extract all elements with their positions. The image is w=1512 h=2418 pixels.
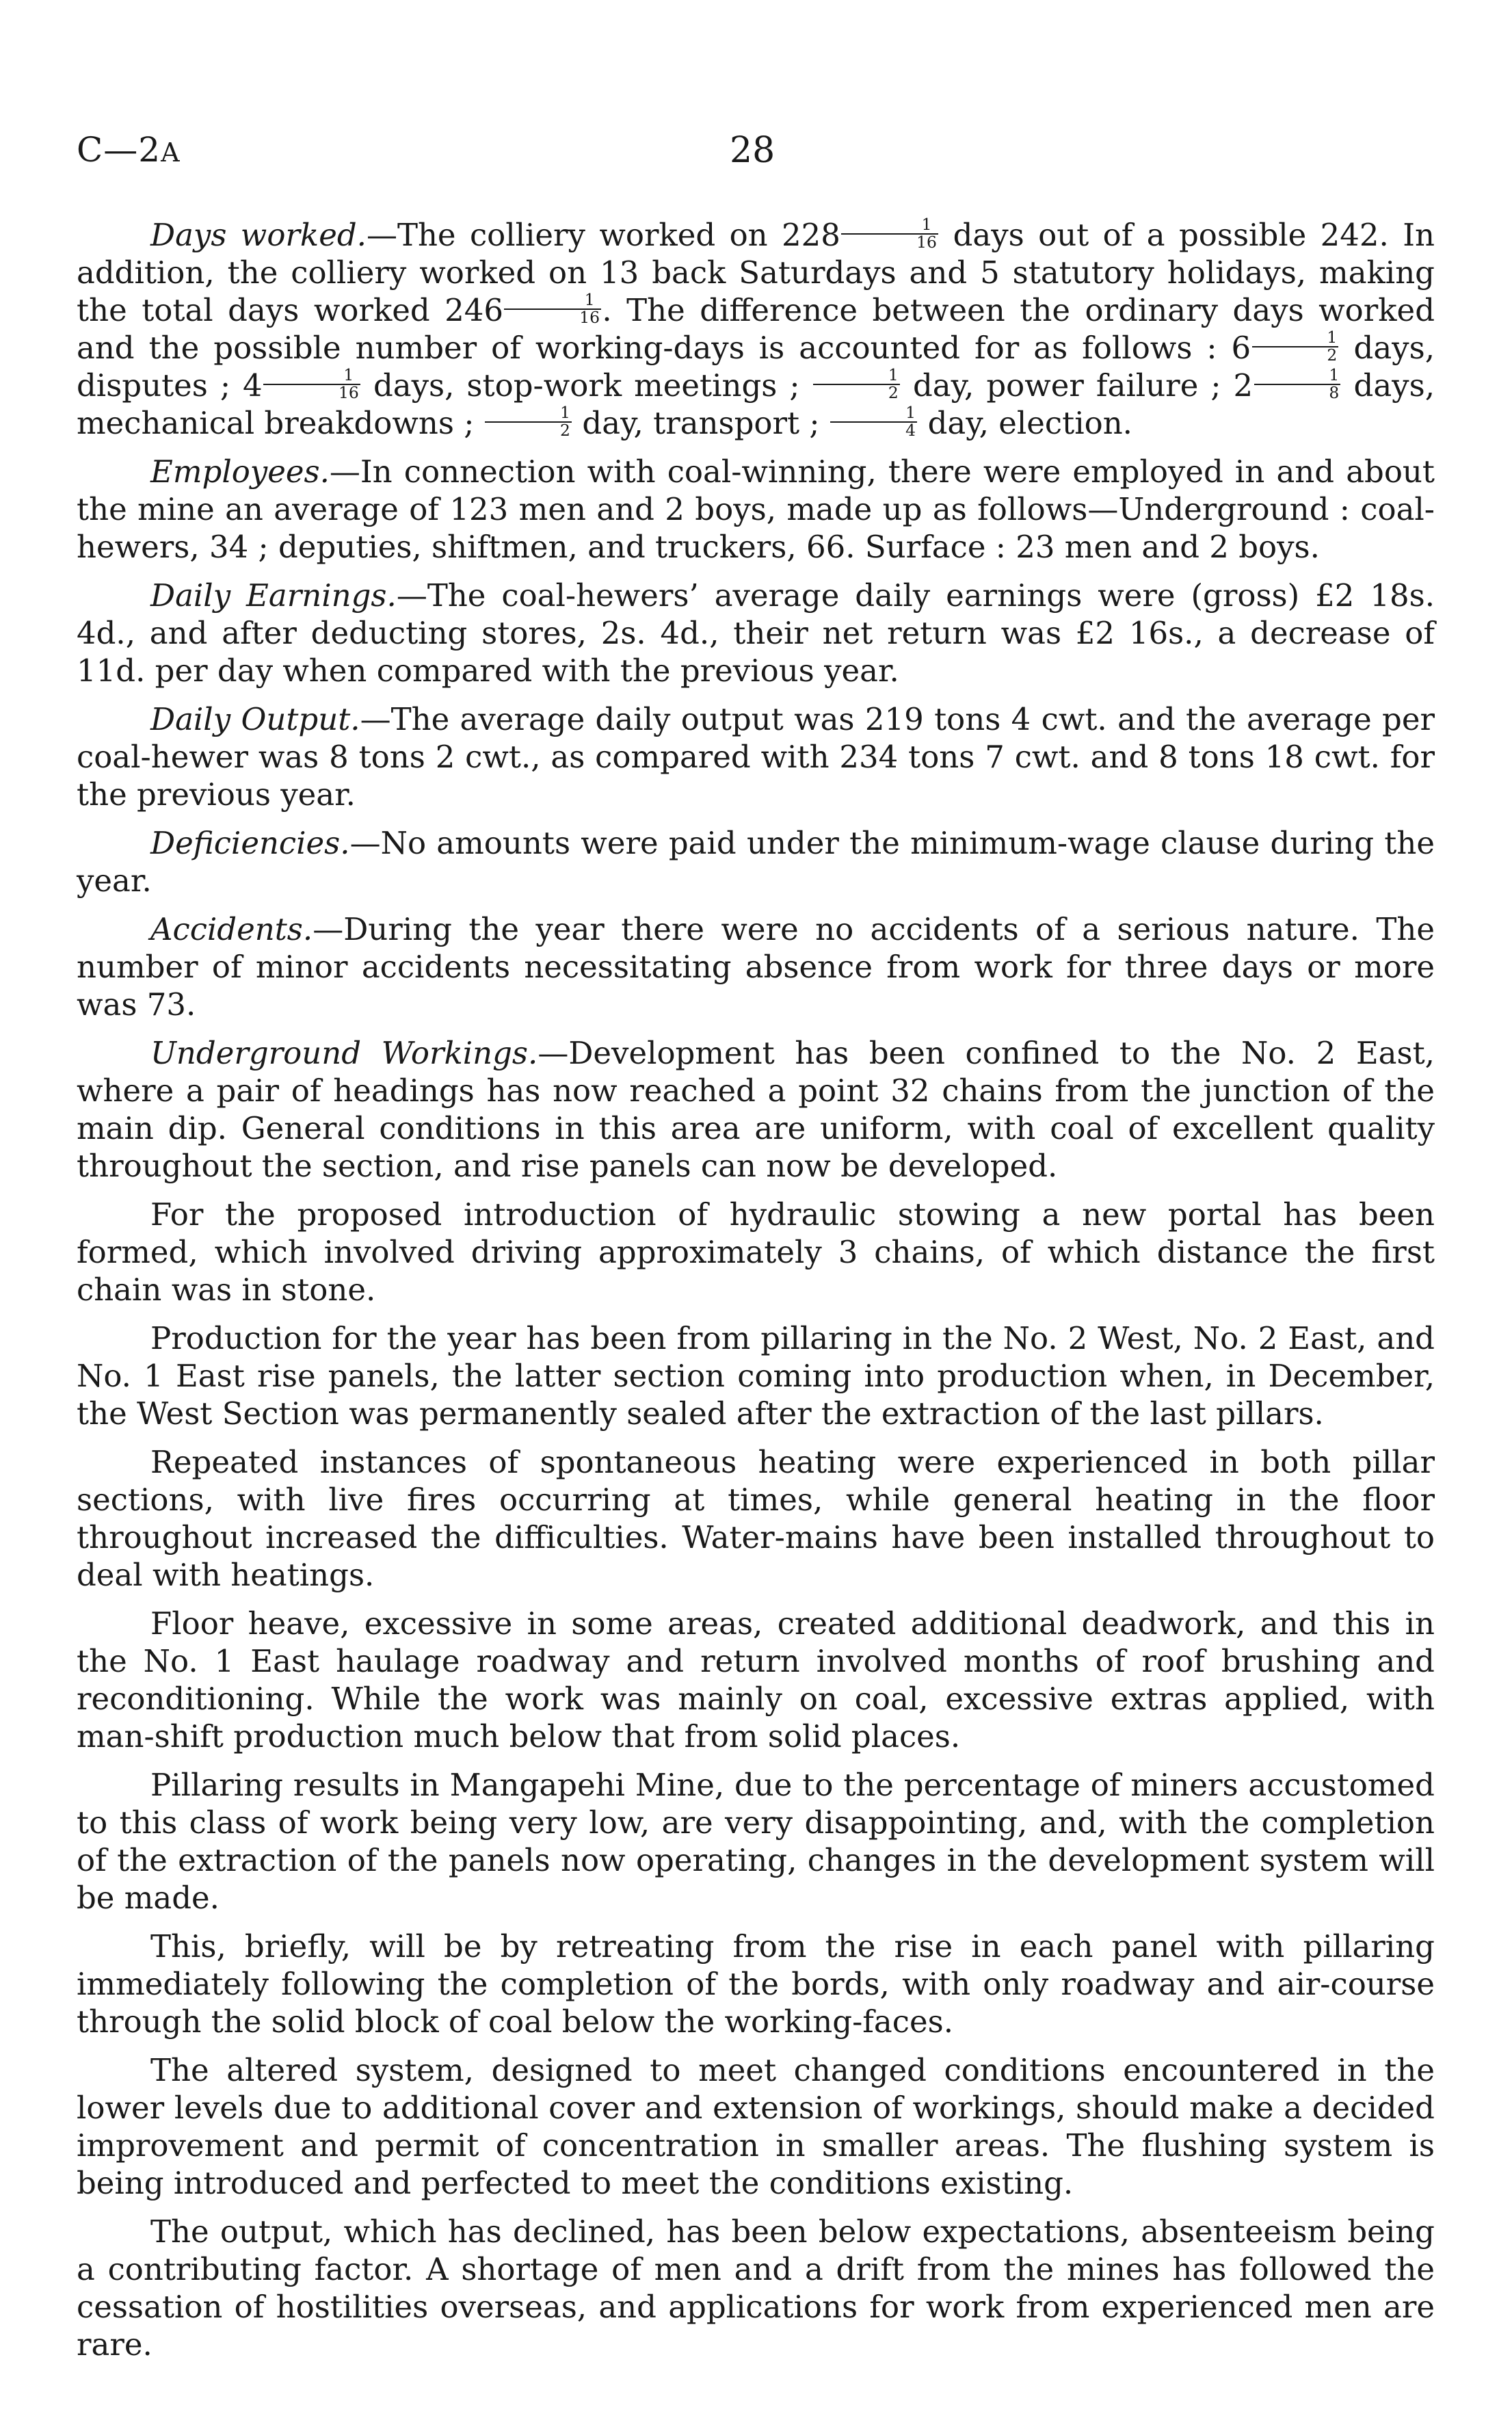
paragraph-text: day, transport ;	[572, 405, 830, 441]
paragraph-text: days out of a possible 242. In addition, the colliery worked on 13 back Saturdays and 5 statutory holidays, making the total days worked 246	[77, 217, 1435, 328]
paragraph-text: The output, which has declined, has been below expectations, absenteeism being a contributing factor. A shortage of men and a drift from the mines has followed the cessation of hostilities overseas, and applications for work from experienced men are rare.	[77, 2213, 1435, 2363]
paragraph-text: —No amounts were paid under the minimum-wage clause during the year.	[77, 825, 1435, 899]
fraction-denominator: 16	[338, 382, 359, 402]
paragraph-text: Pillaring results in Mangapehi Mine, due to the percentage of miners accustomed to this class of work being very low, are very disappointing, and, with the completion of the extraction of the panels now operating, changes in the development system will be made.	[77, 1767, 1435, 1916]
fraction-numerator: 1	[263, 367, 360, 384]
fraction	[504, 292, 600, 326]
paragraph-text: This, briefly, will be by retreating from the rise in each panel with pillaring immediately following the completion of the bords, with only roadway and air-course through the solid block of coal below the working-faces.	[77, 1928, 1435, 2040]
fraction-denominator: 2	[1327, 345, 1338, 365]
paragraph-text: Floor heave, excessive in some areas, created additional deadwork, and this in the No. 1 East haulage roadway and return involved months of roof brushing and reconditioning. While the work was mainly on coal, excessive extras applied, with man-shift production much below that from solid places.	[77, 1605, 1435, 1755]
fraction-numerator: 1	[830, 405, 917, 422]
paragraph-text: days, stop-work meetings ;	[360, 367, 812, 404]
paragraph	[77, 1605, 1435, 1755]
paragraph-text: —The colliery worked on 228	[366, 217, 840, 253]
paragraph-text: For the proposed introduction of hydraulic stowing a new portal has been formed, which involved driving approximately 3 chains, of which distance the first chain was in stone.	[77, 1196, 1435, 1308]
paragraph	[77, 216, 1435, 442]
paragraph	[77, 1034, 1435, 1185]
paragraph-text: . The difference between the ordinary days worked and the possible number of working-days is accounted for as follows : 6	[77, 292, 1435, 366]
paragraph	[77, 577, 1435, 689]
paragraph	[77, 1766, 1435, 1917]
paragraph-text: Production for the year has been from pillaring in the No. 2 West, No. 2 East, and No. 1 East rise panels, the latter section coming into production when, in December, the West Section was permanently sealed after the extraction of the last pillars.	[77, 1320, 1435, 1432]
paragraph-text: days, mechanical breakdowns ;	[77, 367, 1435, 441]
fraction-denominator: 16	[579, 307, 600, 327]
page-number: 28	[730, 130, 775, 171]
fraction	[813, 367, 900, 401]
paragraph-heading: Daily Output.	[150, 701, 360, 737]
paragraph	[77, 453, 1435, 566]
paragraph-heading: Deficiencies.	[150, 825, 350, 861]
paragraph	[77, 1443, 1435, 1594]
fraction-numerator: 1	[485, 405, 572, 422]
paragraph	[77, 1319, 1435, 1432]
paragraph-text: —The average daily output was 219 tons 4 cwt. and the average per coal-hewer was 8 tons 2 cwt., as compared with 234 tons 7 cwt. and 8 tons 18 cwt. for the previous year.	[77, 701, 1435, 813]
fraction-denominator: 2	[559, 420, 570, 440]
paragraph	[77, 2051, 1435, 2202]
paragraph-text: —Development has been confined to the No. 2 East, where a pair of headings has now reached a point 32 chains from the junction of the main dip. General conditions in this area are uniform, with coal of excellent quality throughout the section, and rise panels can now be developed.	[77, 1035, 1435, 1184]
paragraph-heading: Employees.	[150, 454, 330, 490]
fraction-denominator: 8	[1329, 382, 1340, 402]
fraction-numerator: 1	[841, 217, 938, 234]
fraction-numerator: 1	[1254, 367, 1341, 384]
document-code-suffix: A	[161, 137, 181, 168]
fraction	[1254, 367, 1341, 401]
paragraph	[77, 700, 1435, 813]
document-code-prefix: C—2	[77, 130, 161, 170]
fraction	[485, 405, 572, 438]
paragraph-text: —The coal-hewers’ average daily earnings were (gross) £2 18s. 4d., and after deducting stores, 2s. 4d., their net return was £2 16s., a decrease of 11d. per day when compared with the previous year.	[77, 577, 1435, 689]
paragraph	[77, 824, 1435, 899]
fraction	[1252, 330, 1339, 363]
paragraph	[77, 910, 1435, 1023]
paragraph-text: —In connection with coal-winning, there were employed in and about the mine an average of 123 men and 2 boys, made up as follows—Underground : coal-hewers, 34 ; deputies, shiftmen, and truckers, 66. Surface : 23 men and 2 boys.	[77, 454, 1435, 565]
fraction-denominator: 2	[888, 382, 899, 402]
fraction	[841, 217, 938, 250]
report-body	[77, 216, 1435, 2363]
paragraph-heading: Underground Workings.	[150, 1035, 538, 1071]
fraction	[263, 367, 360, 401]
paragraph	[77, 1928, 1435, 2040]
paragraph-heading: Days worked.	[150, 217, 367, 253]
document-code	[77, 130, 181, 170]
fraction-denominator: 4	[905, 420, 916, 440]
paragraph	[77, 1196, 1435, 1309]
paragraph-heading: Accidents.	[150, 911, 313, 947]
fraction	[830, 405, 917, 438]
paragraph-text: The altered system, designed to meet changed conditions encountered in the lower levels due to additional cover and extension of workings, should make a decided improvement and permit of concentration in smaller areas. The flushing system is being introduced and perfected to meet the conditions existing.	[77, 2052, 1435, 2201]
fraction-denominator: 16	[916, 232, 937, 252]
paragraph	[77, 2213, 1435, 2363]
paragraph-text: days, disputes ; 4	[77, 330, 1435, 404]
fraction-numerator: 1	[1252, 330, 1339, 347]
document-page	[77, 130, 1435, 2374]
page-header	[77, 130, 1435, 185]
paragraph-text: Repeated instances of spontaneous heating were experienced in both pillar sections, with live fires occurring at times, while general heating in the floor throughout increased the difficulties. Water-mains have been installed throughout to deal with heatings.	[77, 1444, 1435, 1593]
fraction-numerator: 1	[813, 367, 900, 384]
paragraph-text: day, election.	[918, 405, 1132, 441]
paragraph-text: —During the year there were no accidents of a serious nature. The number of minor accidents necessitating absence from work for three days or more was 73.	[77, 911, 1435, 1023]
paragraph-text: day, power failure ; 2	[900, 367, 1254, 404]
paragraph-heading: Daily Earnings.	[150, 577, 397, 614]
fraction-numerator: 1	[504, 292, 600, 309]
